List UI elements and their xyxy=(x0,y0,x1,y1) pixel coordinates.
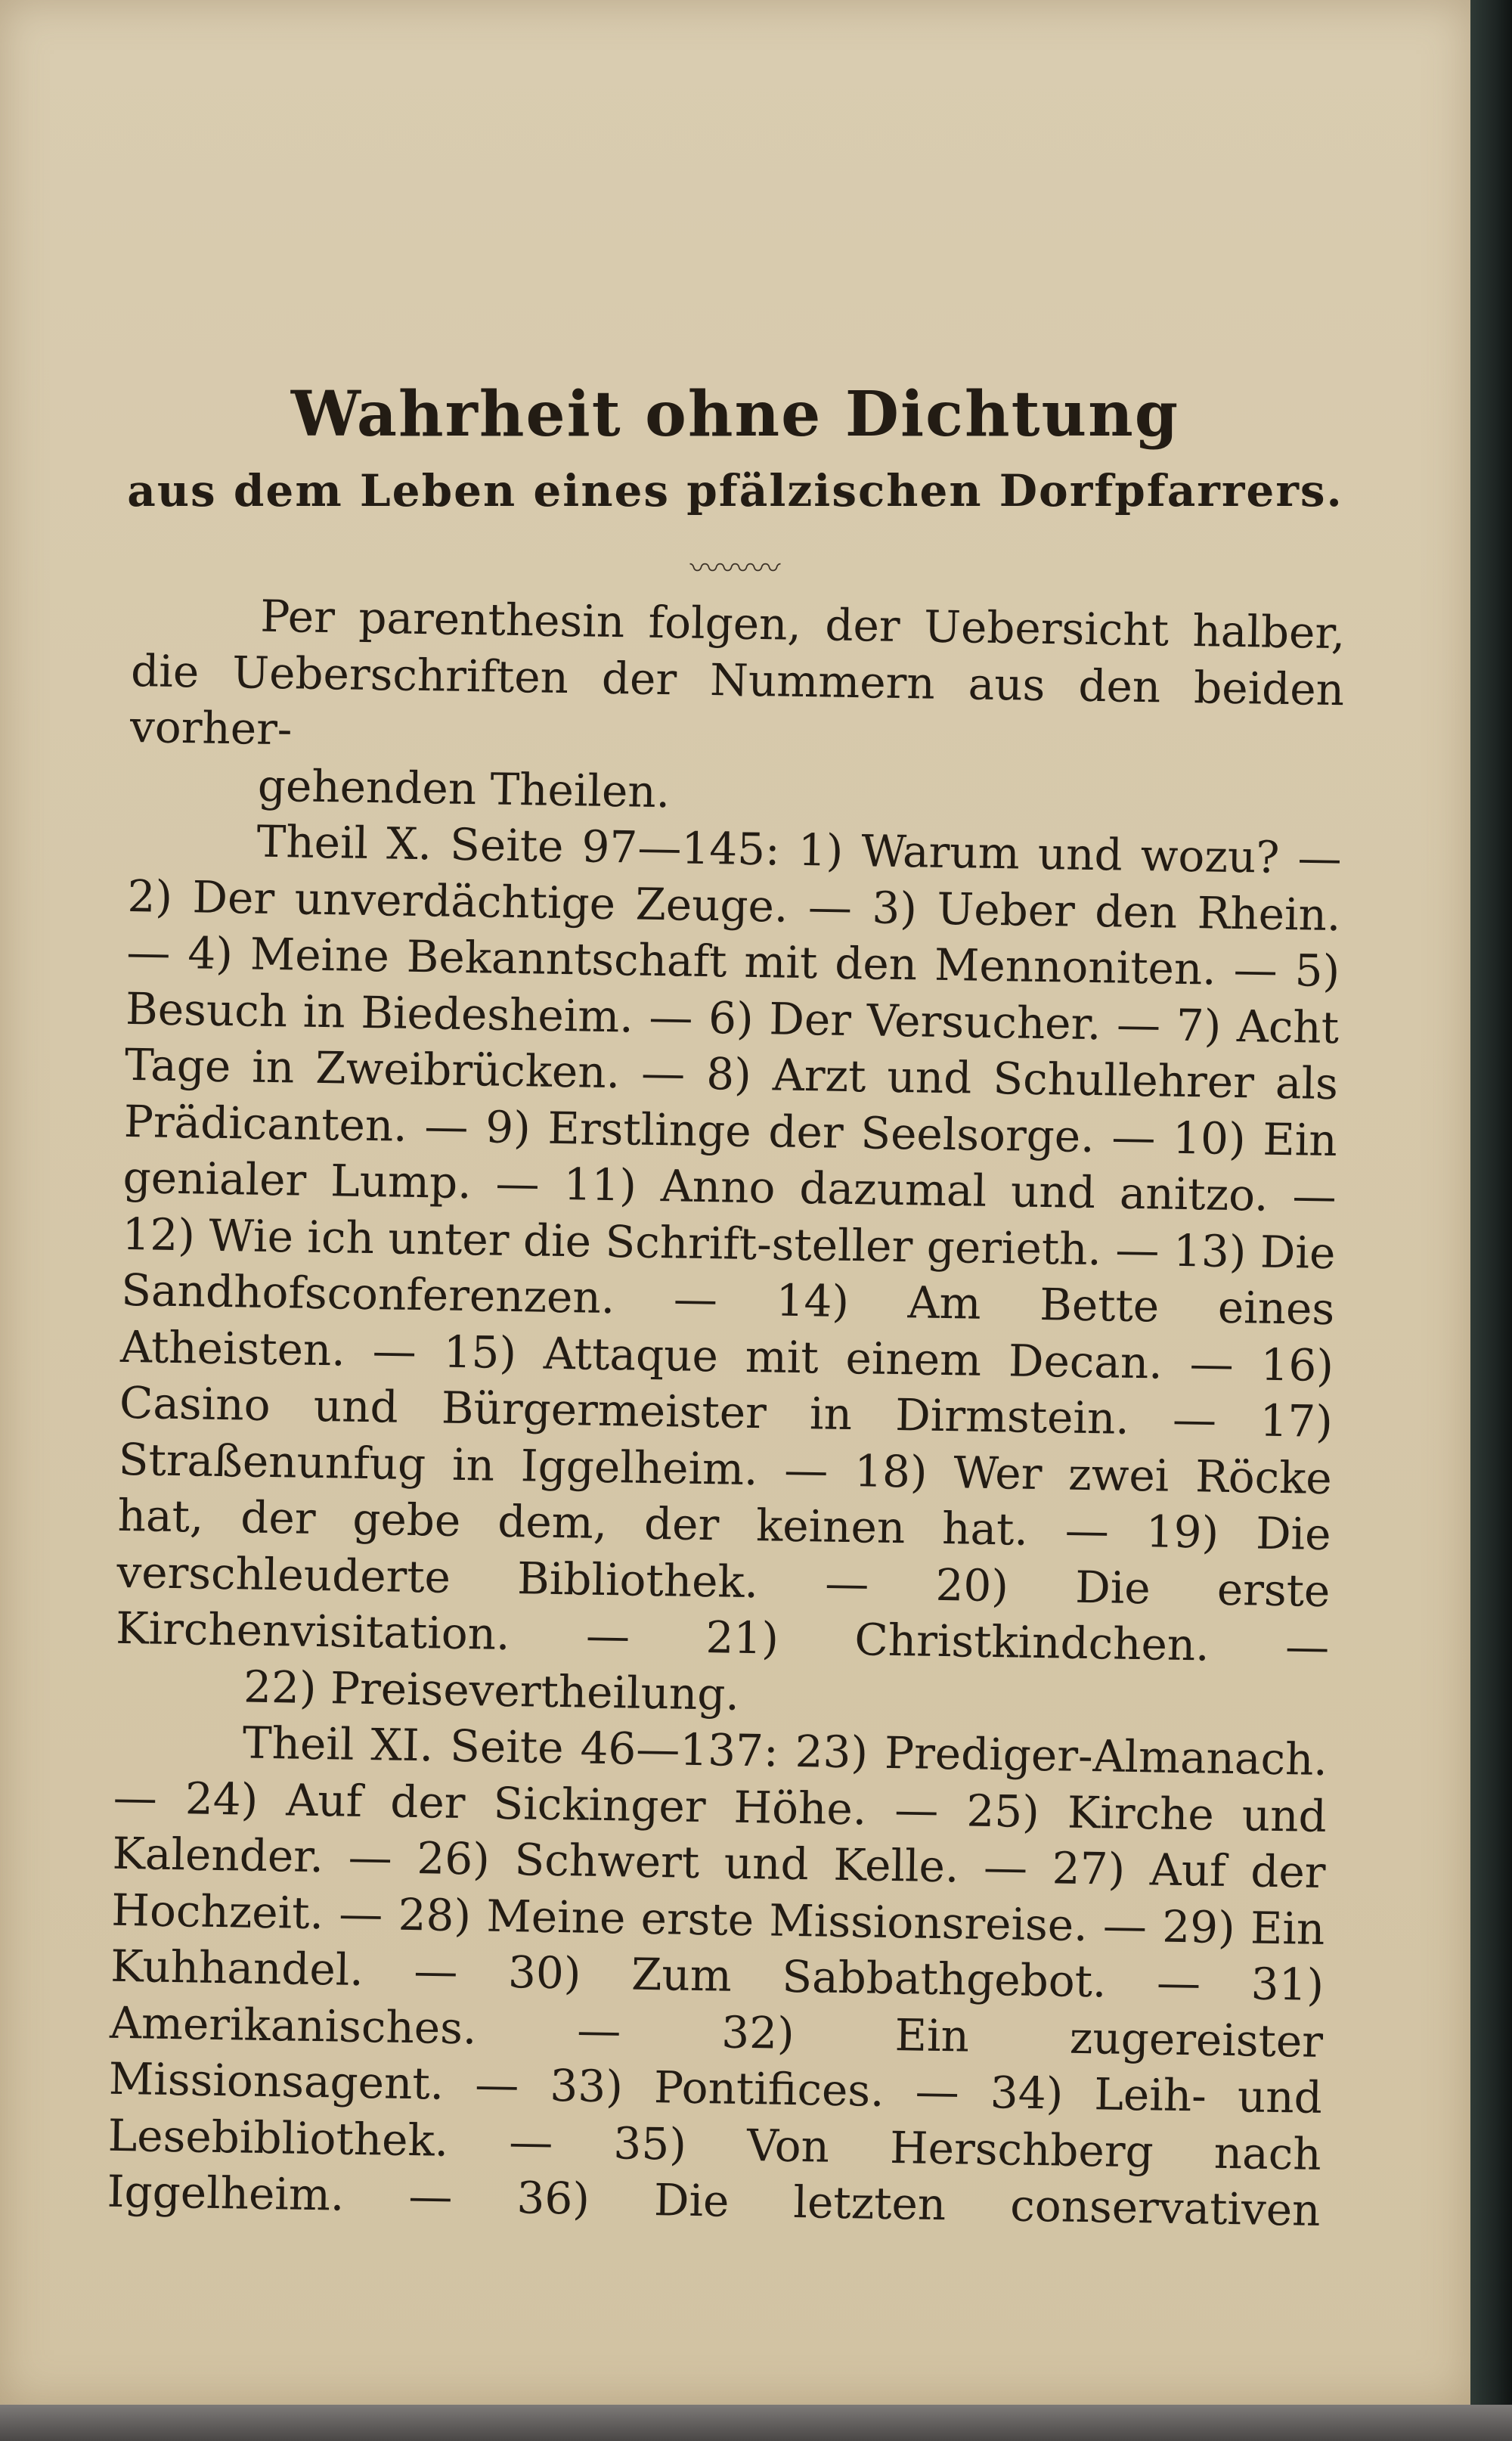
paragraph-theil-x-text: Theil X. Seite 97—145: 1) Warum und wozu? — 2) Der unverdächtige Zeuge. — 3) Ueber den Rhein. — 4) Meine Bekanntschaft mit den Mennoniten. — 5) Besuch in Biedesheim. — 6) Der Versucher. — 7) Acht Tage in Zweibrücken. — 8) Arzt und Schullehrer als Prädicanten. — 9) Erstlinge der Seelsorge. — 10) Ein genialer Lump. — 11) Anno dazumal und anitzo. — 12) Wie ich unter die Schrift-steller gerieth. — 13) Die Sandhofsconferenzen. — 14) Am Bette eines Atheisten. — 15) Attaque mit einem Decan. — 16) Casino und Bürgermeister in Dirmstein. — 17) Straßenunfug in Iggelheim. — 18) Wer zwei Röcke hat, der gebe dem, der keinen hat. — 19) Die verschleuderte Bibliothek. — 20) Die erste Kirchenvisitation. — 21) Christkindchen. — xyxy=(115,815,1343,1673)
paragraph-intro xyxy=(129,586,1345,830)
paragraph-theil-x xyxy=(115,811,1343,1732)
page-subtitle: aus dem Leben eines pfälzischen Dorfpfarrers. xyxy=(127,465,1343,516)
ornament-divider: 〰〰〰 xyxy=(689,551,781,586)
body-text xyxy=(107,586,1346,2238)
paragraph-theil-xi-text: Theil XI. Seite 46—137: 23) Prediger-Almanach. — 24) Auf der Sickinger Höhe. — 25) Kirche und Kalender. — 26) Schwert und Kelle. — 27) Auf der Hochzeit. — 28) Meine erste Missionsreise. — 29) Ein Kuhhandel. — 30) Zum Sabbathgebot. — 31) Amerikanisches. — 32) Ein zugereister Missionsagent. — 33) Pontifices. — 34) Leih- und Lesebibliothek. — 35) Von Herschberg nach Iggelheim. — 36) Die letzten conservativen xyxy=(107,1717,1328,2236)
page-title: Wahrheit ohne Dichtung xyxy=(290,378,1180,451)
paragraph-intro-text: Per parenthesin folgen, der Uebersicht halber, die Ueberschriften der Nummern aus den beiden vorher- xyxy=(129,590,1346,755)
book-spine-edge xyxy=(1470,0,1512,2441)
paragraph-theil-x-last-line: 22) Preisevertheilung. xyxy=(243,1660,740,1720)
paragraph-intro-last-line: gehenden Theilen. xyxy=(257,759,671,817)
paragraph-theil-xi xyxy=(107,1713,1328,2239)
bottom-edge xyxy=(0,2405,1512,2441)
